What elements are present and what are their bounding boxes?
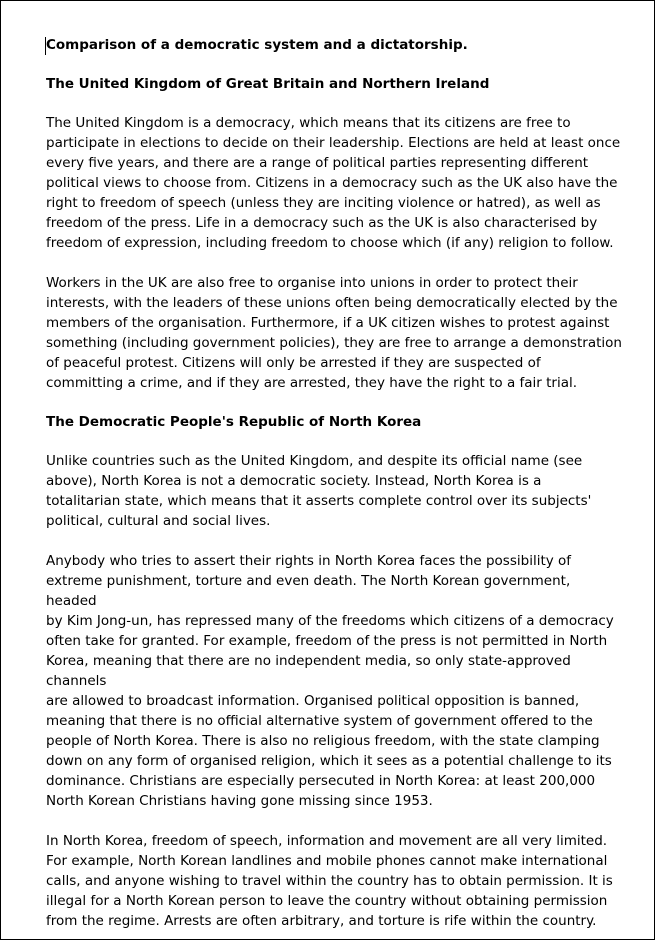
text-line: political, cultural and social lives. bbox=[46, 513, 271, 529]
text-line: from the regime. Arrests are often arbitrary, and torture is rife within the country. bbox=[46, 913, 597, 929]
text-line: people of North Korea. There is also no religious freedom, with the state clamping bbox=[46, 733, 600, 749]
text-line: something (including government policies), they are free to arrange a demonstration bbox=[46, 335, 622, 351]
text-line: by Kim Jong-un, has repressed many of the freedoms which citizens of a democracy bbox=[46, 613, 614, 629]
text-line: often take for granted. For example, freedom of the press is not permitted in North bbox=[46, 633, 608, 649]
paragraph-uk-1 bbox=[46, 113, 624, 253]
document-title: Comparison of a democratic system and a dictatorship. bbox=[46, 37, 468, 53]
text-line: members of the organisation. Furthermore, if a UK citizen wishes to protest against bbox=[46, 315, 610, 331]
text-cursor bbox=[45, 37, 46, 55]
text-line: of peaceful protest. Citizens will only be arrested if they are suspected of bbox=[46, 355, 541, 371]
paragraph-nk-3 bbox=[46, 831, 624, 931]
text-line: The United Kingdom is a democracy, which means that its citizens are free to bbox=[46, 115, 571, 131]
text-line: are allowed to broadcast information. Organised political opposition is banned, bbox=[46, 693, 580, 709]
text-line: extreme punishment, torture and even death. The North Korean government, headed bbox=[46, 573, 571, 609]
text-line: dominance. Christians are especially persecuted in North Korea: at least 200,000 bbox=[46, 773, 596, 789]
text-line: political views to choose from. Citizens in a democracy such as the UK also have the bbox=[46, 175, 618, 191]
text-line: Korea, meaning that there are no independent media, so only state-approved channels bbox=[46, 653, 571, 689]
text-line: In North Korea, freedom of speech, information and movement are all very limited. bbox=[46, 833, 608, 849]
text-line: illegal for a North Korean person to leave the country without obtaining permission bbox=[46, 893, 608, 909]
paragraph-nk-2 bbox=[46, 551, 624, 811]
text-line: freedom of expression, including freedom to choose which (if any) religion to follow. bbox=[46, 235, 614, 251]
text-line: above), North Korea is not a democratic society. Instead, North Korea is a bbox=[46, 473, 542, 489]
text-line: Anybody who tries to assert their rights in North Korea faces the possibility of bbox=[46, 553, 572, 569]
text-line: Workers in the UK are also free to organise into unions in order to protect their bbox=[46, 275, 578, 291]
text-line: down on any form of organised religion, which it sees as a potential challenge to its bbox=[46, 753, 612, 769]
text-line: right to freedom of speech (unless they are inciting violence or hatred), as well as bbox=[46, 195, 601, 211]
text-line: For example, North Korean landlines and mobile phones cannot make international bbox=[46, 853, 608, 869]
text-line: meaning that there is no official alternative system of government offered to the bbox=[46, 713, 593, 729]
text-line: freedom of the press. Life in a democracy such as the UK is also characterised by bbox=[46, 215, 598, 231]
text-line: North Korean Christians having gone missing since 1953. bbox=[46, 793, 433, 809]
text-line: committing a crime, and if they are arrested, they have the right to a fair trial. bbox=[46, 375, 578, 391]
section-heading-uk: The United Kingdom of Great Britain and Northern Ireland bbox=[46, 76, 490, 92]
text-line: participate in elections to decide on their leadership. Elections are held at least once bbox=[46, 135, 621, 151]
text-line: calls, and anyone wishing to travel within the country has to obtain permission. It is bbox=[46, 873, 613, 889]
paragraph-uk-2 bbox=[46, 273, 624, 393]
section-heading-north-korea: The Democratic People's Republic of North Korea bbox=[46, 414, 422, 430]
text-line: interests, with the leaders of these unions often being democratically elected by the bbox=[46, 295, 618, 311]
text-line: totalitarian state, which means that it asserts complete control over its subjects' bbox=[46, 493, 592, 509]
text-line: Unlike countries such as the United Kingdom, and despite its official name (see bbox=[46, 453, 583, 469]
paragraph-nk-1 bbox=[46, 451, 624, 531]
text-line: every five years, and there are a range of political parties representing different bbox=[46, 155, 589, 171]
